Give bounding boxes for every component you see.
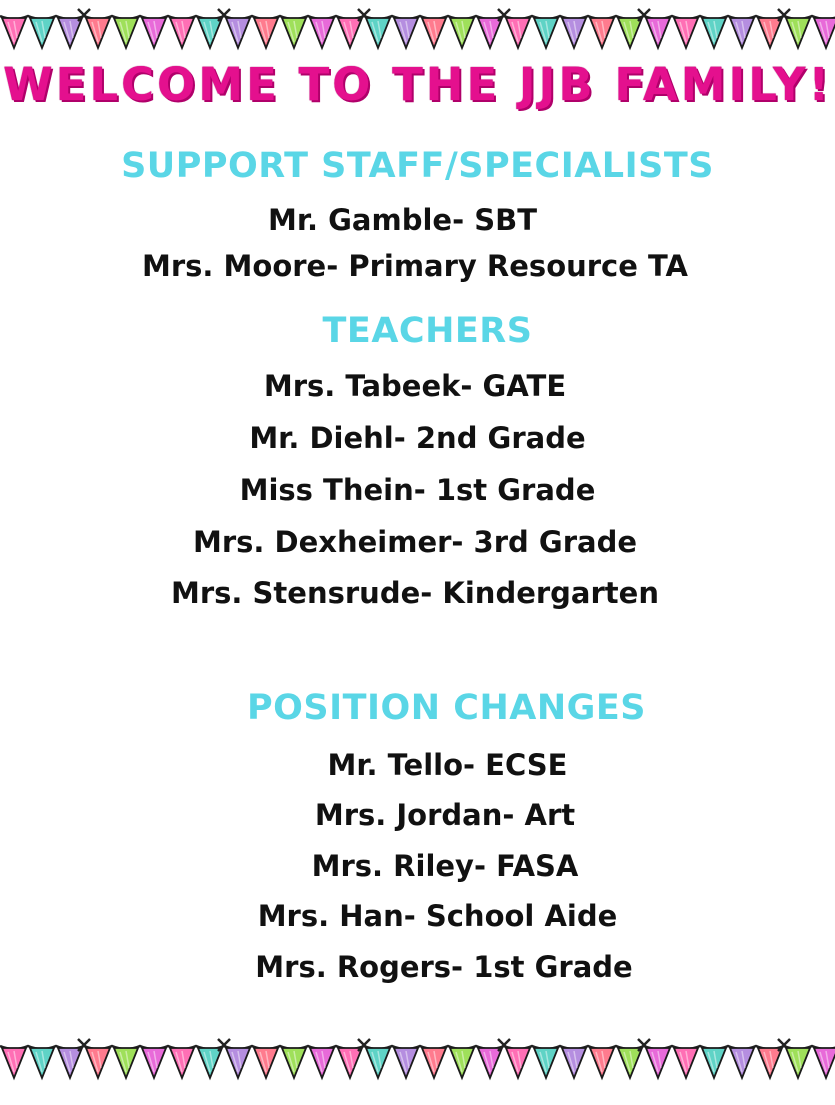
entry-change-1: Mr. Tello- ECSE (327, 748, 568, 782)
bunting-flag (814, 1048, 835, 1078)
entry-teacher-4: Mrs. Dexheimer- 3rd Grade (193, 525, 637, 559)
entry-change-2: Mrs. Jordan- Art (314, 798, 576, 832)
heading-support-staff: SUPPORT STAFF/SPECIALISTS (121, 146, 714, 186)
bunting-bottom (0, 1030, 835, 1100)
heading-teachers: TEACHERS (322, 311, 533, 351)
heading-position-changes: POSITION CHANGES (247, 688, 646, 728)
entry-change-4: Mrs. Han- School Aide (257, 899, 618, 933)
entry-change-5: Mrs. Rogers- 1st Grade (255, 950, 633, 984)
entry-change-3: Mrs. Riley- FASA (311, 849, 579, 883)
entry-teacher-2: Mr. Diehl- 2nd Grade (249, 421, 586, 455)
entry-teacher-5: Mrs. Stensrude- Kindergarten (171, 576, 659, 610)
entry-teacher-3: Miss Thein- 1st Grade (239, 473, 596, 507)
entry-teacher-1: Mrs. Tabeek- GATE (263, 369, 567, 403)
entry-support-2: Mrs. Moore- Primary Resource TA (142, 249, 688, 283)
bunting-flag (814, 18, 835, 48)
entry-support-1: Mr. Gamble- SBT (267, 203, 537, 237)
page-title: WELCOME TO THE JJB FAMILY! (2, 58, 833, 111)
